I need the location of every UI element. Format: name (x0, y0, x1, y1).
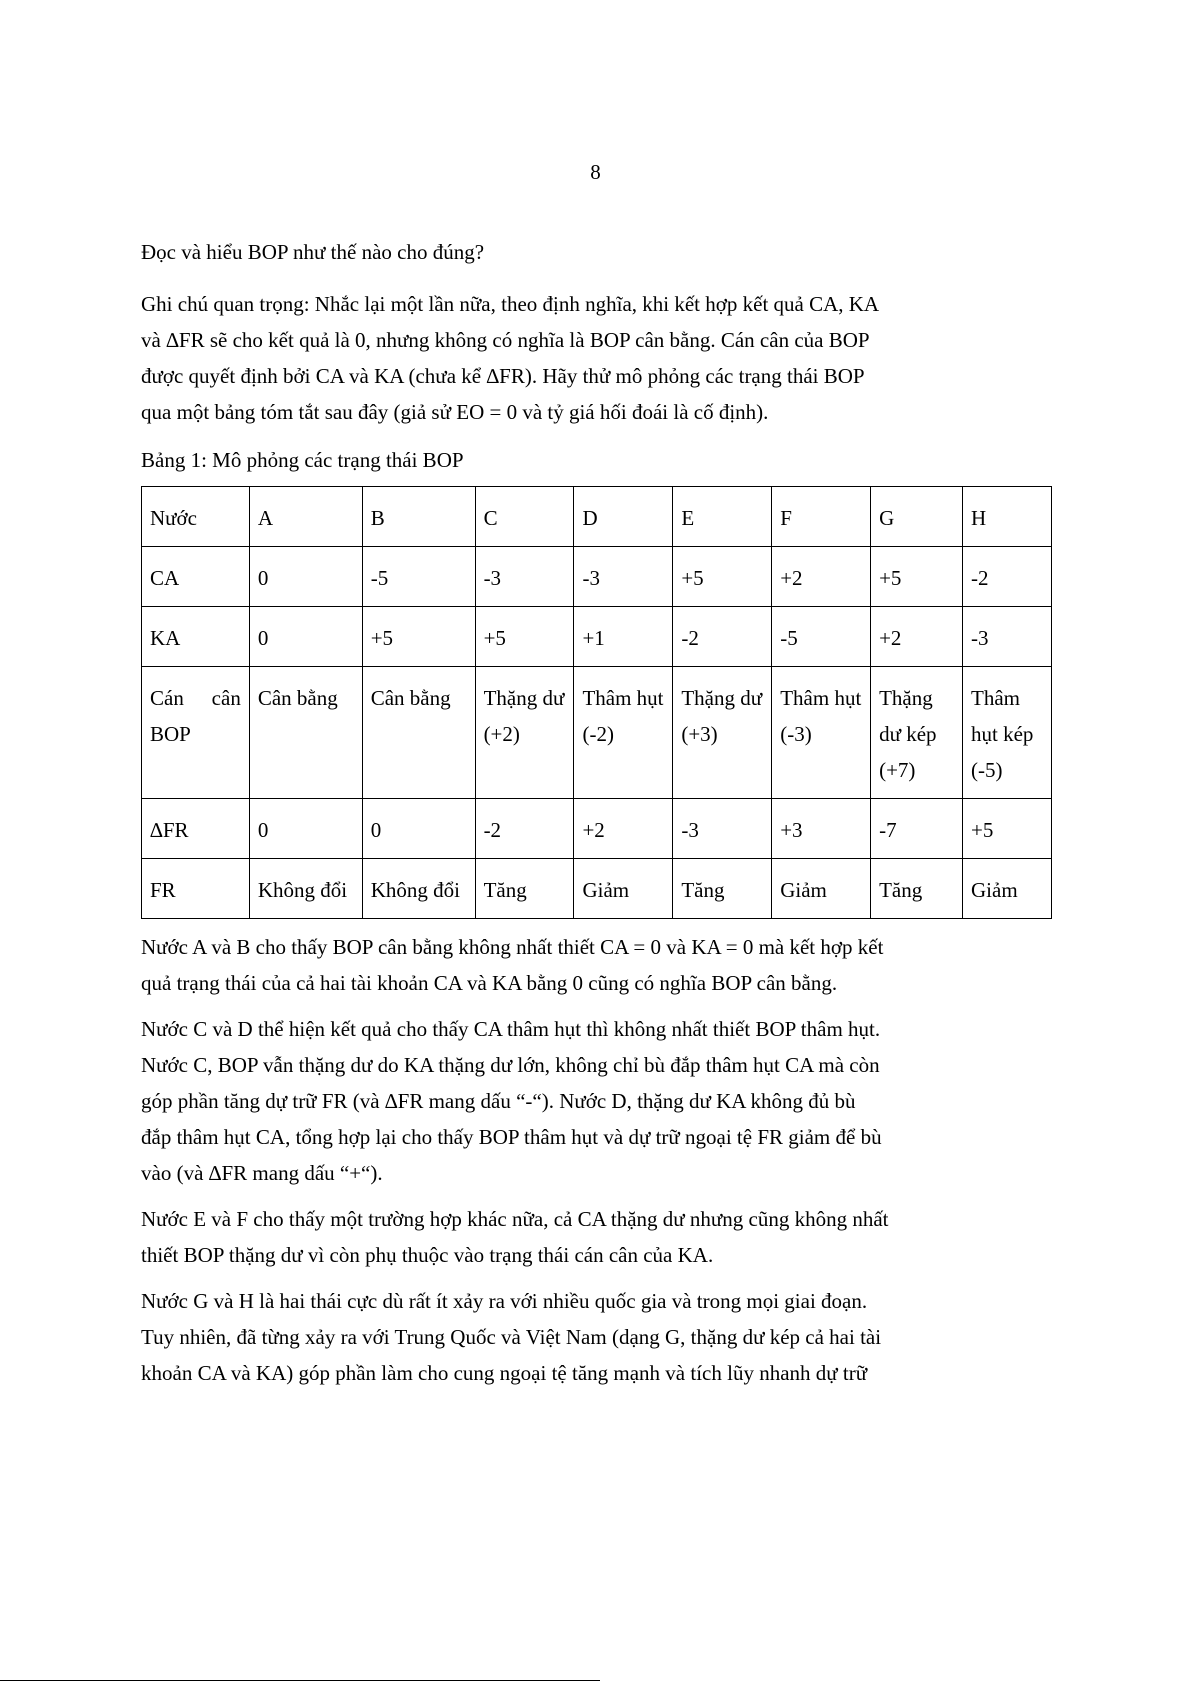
table-cell: Thâm hụt (-2) (574, 667, 673, 799)
note-line: Ghi chú quan trọng: Nhắc lại một lần nữa, theo định nghĩa, khi kết hợp kết quả CA, KA (141, 292, 880, 316)
text-line: Nước A và B cho thấy BOP cân bằng không nhất thiết CA = 0 và KA = 0 mà kết hợp kết (141, 935, 884, 959)
table-row-label: Cán cân BOP (142, 667, 250, 799)
table-cell: Thặng dư (+3) (673, 667, 772, 799)
table-header-cell: G (871, 487, 963, 547)
table-cell: -2 (963, 547, 1052, 607)
table-cell: Tăng (871, 859, 963, 919)
table-cell: Cân bằng (362, 667, 475, 799)
paragraph-gh (141, 1283, 1051, 1391)
table-row-label: FR (142, 859, 250, 919)
table-cell: +2 (871, 607, 963, 667)
text-line: vào (và ∆FR mang dấu “+“). (141, 1161, 383, 1185)
table-cell: 0 (249, 799, 362, 859)
table-header-cell: F (772, 487, 871, 547)
text-line: Nước E và F cho thấy một trường hợp khác nữa, cả CA thặng dư nhưng cũng không nhất (141, 1207, 889, 1231)
table-cell: +3 (772, 799, 871, 859)
text-line: thiết BOP thặng dư vì còn phụ thuộc vào trạng thái cán cân của KA. (141, 1243, 714, 1267)
text-line: khoản CA và KA) góp phần làm cho cung ngoại tệ tăng mạnh và tích lũy nhanh dự trữ (141, 1361, 868, 1385)
text-line: Nước C, BOP vẫn thặng dư do KA thặng dư lớn, không chỉ bù đắp thâm hụt CA mà còn (141, 1053, 880, 1077)
table-cell: -5 (772, 607, 871, 667)
table-cell: Thâm hụt kép (-5) (963, 667, 1052, 799)
table-row-label: ∆FR (142, 799, 250, 859)
text-line: quả trạng thái của cả hai tài khoản CA và KA bằng 0 cũng có nghĩa BOP cân bằng. (141, 971, 838, 995)
table-cell: -3 (574, 547, 673, 607)
explanation-section (141, 929, 1051, 1391)
table-cell: +5 (871, 547, 963, 607)
bop-table (141, 486, 1052, 919)
table-cell: -5 (362, 547, 475, 607)
table-cell: Giảm (574, 859, 673, 919)
table-cell: -3 (475, 547, 574, 607)
table-cell: Không đổi (362, 859, 475, 919)
table-header-cell: E (673, 487, 772, 547)
text-line: Nước G và H là hai thái cực dù rất ít xảy ra với nhiều quốc gia và trong mọi giai đoạn. (141, 1289, 868, 1313)
table-row (142, 667, 1052, 799)
paragraph-cd (141, 1011, 1051, 1191)
table-cell: +5 (475, 607, 574, 667)
table-row (142, 859, 1052, 919)
table-cell: 0 (249, 607, 362, 667)
table-cell: +5 (673, 547, 772, 607)
text-line: góp phần tăng dự trữ FR (và ∆FR mang dấu “-“). Nước D, thặng dư KA không đủ bù (141, 1089, 856, 1113)
table-cell: -7 (871, 799, 963, 859)
footnote-separator (0, 1680, 600, 1681)
table-header-cell: B (362, 487, 475, 547)
text-line: đắp thâm hụt CA, tổng hợp lại cho thấy BOP thâm hụt và dự trữ ngoại tệ FR giảm để bù (141, 1125, 882, 1149)
table-header-cell: A (249, 487, 362, 547)
table-cell: +5 (963, 799, 1052, 859)
paragraph-ef (141, 1201, 1051, 1273)
note-line: được quyết định bởi CA và KA (chưa kể ∆FR). Hãy thử mô phỏng các trạng thái BOP (141, 364, 865, 388)
paragraph-ab (141, 929, 1051, 1001)
note-line: và ∆FR sẽ cho kết quả là 0, nhưng không có nghĩa là BOP cân bằng. Cán cân của BOP (141, 328, 870, 352)
note-line: qua một bảng tóm tắt sau đây (giả sử EO = 0 và tỷ giá hối đoái là cố định). (141, 400, 769, 424)
table-cell: Giảm (772, 859, 871, 919)
table-row (142, 547, 1052, 607)
table-cell: Thâm hụt (-3) (772, 667, 871, 799)
table-cell: +1 (574, 607, 673, 667)
section-heading: Đọc và hiểu BOP như thế nào cho đúng? (141, 240, 485, 264)
table-cell: Không đổi (249, 859, 362, 919)
table-cell: 0 (249, 547, 362, 607)
table-cell: Giảm (963, 859, 1052, 919)
table-cell: Tăng (673, 859, 772, 919)
table-cell: +2 (772, 547, 871, 607)
table-row-label: CA (142, 547, 250, 607)
table-cell: Thặng dư (+2) (475, 667, 574, 799)
table-row (142, 607, 1052, 667)
table-cell: +5 (362, 607, 475, 667)
table-row (142, 799, 1052, 859)
table-cell: Thặng dư kép (+7) (871, 667, 963, 799)
table-header-cell: D (574, 487, 673, 547)
table-cell: Tăng (475, 859, 574, 919)
table-cell: Cân bằng (249, 667, 362, 799)
table-cell: -3 (673, 799, 772, 859)
table-cell: 0 (362, 799, 475, 859)
table-row-label: KA (142, 607, 250, 667)
table-cell: +2 (574, 799, 673, 859)
table-cell: -2 (475, 799, 574, 859)
page-number: 8 (590, 160, 601, 184)
important-note (141, 286, 1051, 430)
table-cell: -3 (963, 607, 1052, 667)
table-caption: Bảng 1: Mô phỏng các trạng thái BOP (141, 448, 464, 472)
table-header-cell: C (475, 487, 574, 547)
table-header-cell: Nước (142, 487, 250, 547)
table-header-row (142, 487, 1052, 547)
text-line: Nước C và D thể hiện kết quả cho thấy CA thâm hụt thì không nhất thiết BOP thâm hụt. (141, 1017, 881, 1041)
table-cell: -2 (673, 607, 772, 667)
table-header-cell: H (963, 487, 1052, 547)
page-content (141, 234, 1051, 1401)
text-line: Tuy nhiên, đã từng xảy ra với Trung Quốc và Việt Nam (dạng G, thặng dư kép cả hai tài (141, 1325, 882, 1349)
